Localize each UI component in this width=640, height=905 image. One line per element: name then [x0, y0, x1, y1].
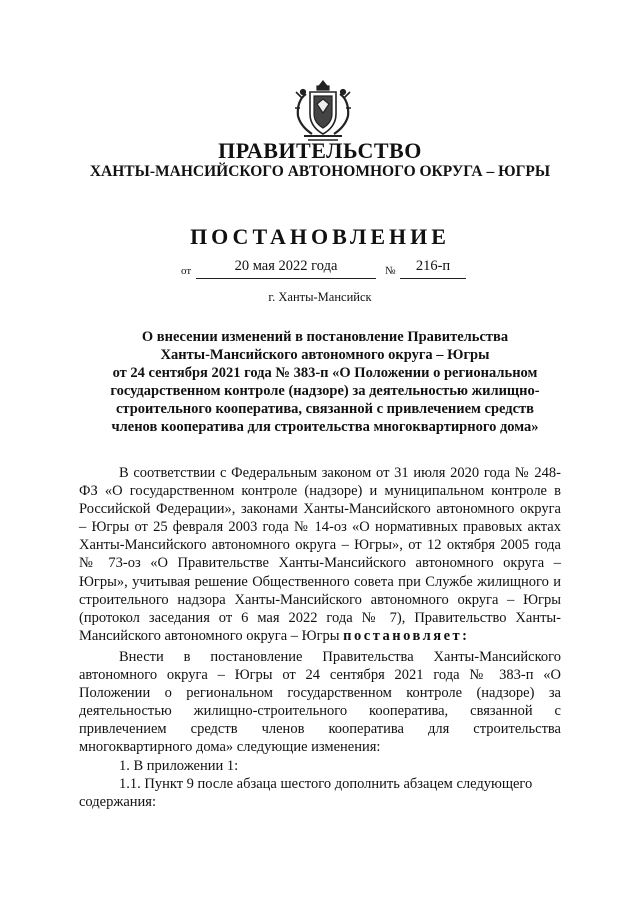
- government-title: ПРАВИТЕЛЬСТВО: [218, 138, 422, 163]
- preamble: [79, 464, 561, 645]
- subject-line: от 24 сентября 2021 года № 383-п «О Положении о региональном: [112, 365, 538, 381]
- decree-body: [79, 648, 561, 811]
- subject-line: Ханты-Мансийского автономного округа – Югры: [160, 347, 490, 363]
- document-subject: [95, 328, 555, 436]
- subject-line: членов кооператива для строительства многоквартирного дома»: [111, 419, 539, 435]
- subject-line: О внесении изменений в постановление Правительства: [141, 329, 509, 345]
- number-label: №: [385, 265, 396, 277]
- document-date: 20 мая 2022 года: [196, 258, 376, 279]
- preamble-text: В соответствии с Федеральным законом от 31 июля 2020 года № 248-ФЗ «О государственном контроле (надзоре) и муниципальном контроле в Российской Федерации», законами Ханты-Мансийского автономного округа – Югры от 25 февраля 2003 года № 14-оз «О нормативных правовых актах Ханты-Мансийского автономного округа – Югры», от 12 октября 2005 года № 73-оз «О Правительстве Ханты-Мансийского автономного округа – Югры», учитывая решение Общественного совета при Службе жилищного и строительного надзора Ханты-Мансийского автономного округа – Югры (протокол заседания от 6 мая 2022 года № 7), Правительство Ханты-Мансийского автономного округа – Югры: [79, 465, 561, 644]
- document-number: 216-п: [400, 258, 466, 279]
- date-label: от: [181, 265, 192, 277]
- item-1-1: 1.1. Пункт 9 после абзаца шестого дополнить абзацем следующего содержания:: [79, 775, 533, 810]
- coat-of-arms-emblem: [292, 78, 354, 144]
- item-1: 1. В приложении 1:: [119, 757, 239, 774]
- decree-word: постановляет:: [343, 627, 470, 644]
- region-title: ХАНТЫ-МАНСИЙСКОГО АВТОНОМНОГО ОКРУГА – ЮГРЫ: [89, 163, 551, 180]
- subject-line: строительного кооператива, связанной с привлечением средств: [115, 401, 534, 417]
- subject-line: государственном контроле (надзоре) за деятельностью жилищно-: [110, 383, 540, 399]
- amendment-paragraph: Внести в постановление Правительства Ханты-Мансийского автономного округа – Югры от 24 сентября 2021 года № 383-п «О Положении о региональном государственном контроле (надзоре) за деятельностью жилищно-строительного кооператива, связанной с привлечением средств членов кооператива для строительства многоквартирного дома» следующие изменения:: [79, 649, 561, 756]
- city: г. Ханты-Мансийск: [268, 290, 372, 304]
- document-type: ПОСТАНОВЛЕНИЕ: [190, 224, 450, 249]
- preamble-paragraph: [79, 464, 561, 645]
- date-number-row: [0, 258, 640, 282]
